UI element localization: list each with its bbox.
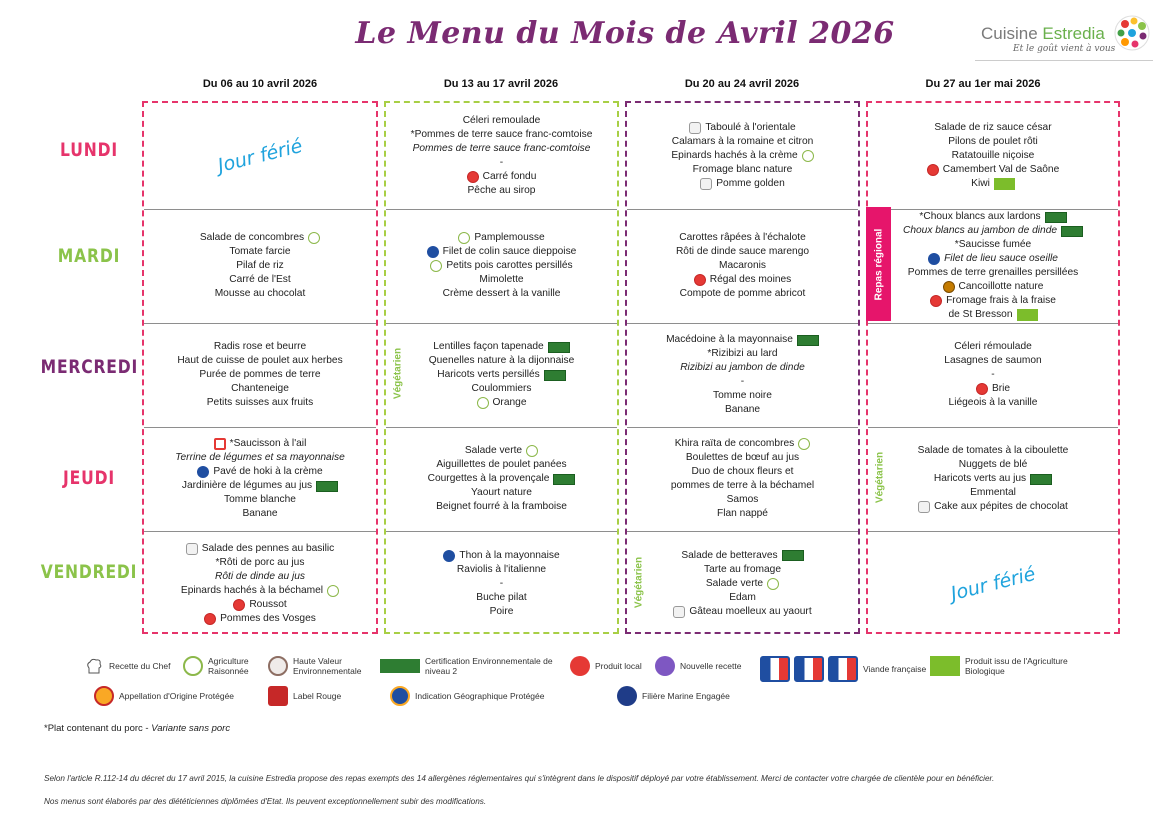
- pork-note: *Plat contenant du porc - Variante sans porc: [44, 723, 231, 734]
- menu-item: Pilaf de riz: [236, 260, 284, 271]
- menu-item: -: [740, 376, 745, 387]
- logo-brand: Cuisine Estredia: [981, 24, 1105, 43]
- menu-cell-w4-mercredi: [868, 323, 1118, 427]
- menu-item: Courgettes à la provençale: [428, 472, 576, 486]
- menu-item: Banane: [724, 404, 761, 415]
- menu-item: Fromage blanc nature: [692, 164, 793, 175]
- menu-item: Raviolis à l'italienne: [456, 563, 547, 575]
- day-label-mercredi: MERCREDI: [40, 356, 139, 378]
- legend-certification: Certification Environnementale de niveau 2: [380, 656, 560, 676]
- week-column-4: [866, 101, 1120, 634]
- menu-cell-w2-vendredi: [386, 531, 617, 636]
- menu-cell-w1-vendredi: [144, 531, 376, 636]
- hve-icon: [268, 656, 288, 676]
- allergen-notice: Selon l'article R.112-14 du décret du 17 avril 2015, la cuisine Estredia propose des repas exempts des 14 allergènes réglementaires qui s'intègrent dans le dispositif déployé par votre établissement. Merci de contacter votre chargée de clientèle pour en bénéficier.: [44, 774, 995, 783]
- certification-icon: [1030, 474, 1052, 485]
- menu-cell-w3-vendredi: [627, 531, 858, 636]
- menu-item: Choux blancs au jambon de dinde: [903, 224, 1083, 238]
- menu-item: Pomme golden: [700, 177, 785, 191]
- hve-icon: [308, 232, 320, 244]
- menu-cell-w1-mardi: [144, 209, 376, 323]
- menu-cell-w2-mercredi: [386, 323, 617, 427]
- menu-item: Carré fondu: [467, 170, 537, 184]
- menu-item: *Choux blancs aux lardons: [919, 210, 1066, 224]
- legend-hve: Haute Valeur Environnementale: [268, 656, 373, 676]
- menu-item: Pommes de terre grenailles persillées: [907, 267, 1079, 278]
- menu-item: Régal des moines: [694, 273, 792, 287]
- menu-item: Liégeois à la vanille: [948, 397, 1038, 408]
- menu-item: Pommes de terre sauce franc-comtoise: [412, 143, 591, 154]
- menu-item: Crème dessert à la vanille: [442, 288, 561, 299]
- week-column-2: [384, 101, 619, 634]
- menu-item: pommes de terre à la béchamel: [670, 480, 815, 491]
- menu-item: Poire: [489, 605, 514, 617]
- menu-item: Haricots verts persillés: [437, 368, 565, 382]
- menu-item: Salade de concombres: [200, 231, 320, 245]
- menu-cell-w1-jeudi: [144, 427, 376, 531]
- day-label-jeudi: JEUDI: [63, 467, 115, 489]
- holiday-vendredi-w4: [868, 531, 1118, 636]
- menu-item: Camembert Val de Saône: [927, 163, 1059, 177]
- menu-item: Calamars à la romaine et citron: [671, 136, 814, 147]
- menu-cell-w3-lundi: [627, 103, 858, 209]
- chef-icon: [689, 122, 701, 134]
- menu-cell-w1-mercredi: [144, 323, 376, 427]
- legend-igp: Indication Géographique Protégée: [390, 686, 544, 706]
- legend-local: Produit local: [570, 656, 642, 676]
- week-header-2: Du 13 au 17 avril 2026: [443, 78, 559, 90]
- hve-icon: [477, 397, 489, 409]
- organic-icon: [930, 656, 960, 676]
- menu-item: Salade de tomates à la ciboulette: [917, 445, 1069, 456]
- menu-item: Tomme blanche: [224, 494, 296, 505]
- menu-item: Orange: [477, 396, 527, 410]
- day-label-lundi: LUNDI: [60, 139, 118, 161]
- menu-item: Khira raïta de concombres: [675, 437, 810, 451]
- menu-cell-w2-lundi: [386, 103, 617, 209]
- menu-item: Ratatouille niçoise: [951, 150, 1035, 161]
- chef-icon: [673, 606, 685, 618]
- menu-item: Banane: [242, 508, 278, 519]
- hve-icon: [526, 445, 538, 457]
- day-label-vendredi: VENDREDI: [40, 561, 138, 583]
- menu-item: *Pommes de terre sauce franc-comtoise: [410, 129, 593, 140]
- menu-item: Cancoillotte nature: [943, 280, 1044, 294]
- igp-icon: [390, 686, 410, 706]
- agriculture-icon: [183, 656, 203, 676]
- menu-item: Epinards hachés à la béchamel: [181, 584, 339, 598]
- marine-icon: [197, 466, 209, 478]
- menu-item: Flan nappé: [717, 508, 768, 519]
- menu-item: Kiwi: [971, 177, 1015, 191]
- menu-cell-w4-lundi: [868, 103, 1118, 209]
- menu-item: *Saucisse fumée: [954, 239, 1032, 250]
- holiday-label: Jour férié: [215, 134, 305, 178]
- menu-item: Radis rose et beurre: [213, 341, 307, 352]
- local-product-icon: [930, 295, 942, 307]
- menu-item: Carottes râpées à l'échalote: [679, 232, 806, 243]
- menu-item: de St Bresson: [949, 308, 1038, 322]
- menu-item: Pommes des Vosges: [204, 612, 316, 626]
- menu-item: Mimolette: [479, 274, 524, 285]
- week-column-1: [142, 101, 378, 634]
- week-header-4: Du 27 au 1er mai 2026: [925, 78, 1041, 90]
- hve-icon: [767, 578, 779, 590]
- legend-organic: Produit issu de l'Agriculture Biologique: [930, 656, 1070, 676]
- marine-icon: [617, 686, 637, 706]
- menu-item: Tomate farcie: [229, 246, 291, 257]
- menu-item: Fromage frais à la fraise: [930, 294, 1056, 308]
- menu-item: Petits pois carottes persillés: [430, 259, 572, 273]
- menu-item: Pilons de poulet rôti: [948, 136, 1038, 147]
- local-product-icon: [570, 656, 590, 676]
- vegetarian-label-w4-jeudi: Végétarien: [874, 451, 886, 504]
- menu-item: Duo de choux fleurs et: [691, 466, 794, 477]
- organic-icon: [994, 178, 1015, 190]
- vegetarian-label-w2-mercredi: Végétarien: [392, 347, 404, 400]
- certification-icon: [1061, 226, 1083, 237]
- menu-item: Rôti de dinde sauce marengo: [675, 246, 810, 257]
- legend-marine: Filière Marine Engagée: [617, 686, 730, 706]
- chef-icon: [186, 543, 198, 555]
- marine-icon: [443, 550, 455, 562]
- aop-icon: [94, 686, 114, 706]
- menu-item: Boulettes de bœuf au jus: [685, 452, 800, 463]
- menu-item: Céleri rémoulade: [954, 341, 1032, 352]
- menu-cell-w2-mardi: [386, 209, 617, 323]
- menu-item: Purée de pommes de terre: [199, 369, 321, 380]
- hve-icon: [430, 260, 442, 272]
- menu-item: *Rôti de porc au jus: [215, 556, 305, 568]
- menu-item: Jardinière de légumes au jus: [182, 479, 338, 493]
- menu-item: Roussot: [233, 598, 286, 612]
- menu-item: -: [499, 577, 504, 589]
- menu-item: Rizibizi au jambon de dinde: [680, 362, 805, 373]
- menu-item: Compote de pomme abricot: [679, 288, 806, 299]
- certification-icon: [797, 335, 819, 346]
- menu-item: Petits suisses aux fruits: [206, 397, 314, 408]
- aop-icon: [943, 281, 955, 293]
- hve-icon: [798, 438, 810, 450]
- menu-item: Buche pilat: [476, 591, 527, 603]
- menu-item: Gâteau moelleux au yaourt: [673, 605, 811, 619]
- menu-item: Mousse au chocolat: [214, 288, 306, 299]
- menu-item: Thon à la mayonnaise: [443, 549, 559, 563]
- menu-item: Brie: [976, 382, 1010, 396]
- hve-icon: [802, 150, 814, 162]
- local-product-icon: [694, 274, 706, 286]
- legend-label-rouge: Label Rouge: [268, 686, 341, 706]
- menu-item: Lasagnes de saumon: [944, 355, 1042, 366]
- local-product-icon: [467, 171, 479, 183]
- logo-tagline: Et le goût vient à vous: [1013, 44, 1116, 54]
- week-column-3: [625, 101, 860, 634]
- menu-cell-w3-mardi: [627, 209, 858, 323]
- menu-item: Tomme noire: [713, 390, 772, 401]
- vegetarian-label-w3-vendredi: Végétarien: [633, 556, 645, 608]
- french-meat-icon: [760, 656, 858, 682]
- menu-item: Haut de cuisse de poulet aux herbes: [177, 355, 343, 366]
- menu-item: Macaronis: [719, 260, 766, 271]
- menu-item: Salade verte: [706, 577, 779, 591]
- certification-icon: [782, 550, 804, 561]
- menu-item: Epinards hachés à la crème: [671, 149, 813, 163]
- certification-icon: [548, 342, 570, 353]
- menu-item: Pamplemousse: [458, 231, 544, 245]
- label-rouge-icon: [268, 686, 288, 706]
- legend-new: Nouvelle recette: [655, 656, 741, 676]
- local-product-icon: [204, 613, 216, 625]
- menu-item: Emmental: [970, 487, 1016, 498]
- dietitian-notice: Nos menus sont élaborés par des diététiciennes diplômées d'Etat. Ils peuvent exceptionnellement subir des modifications.: [44, 797, 487, 806]
- menu-item: Filet de colin sauce dieppoise: [427, 245, 577, 259]
- certification-icon: [553, 474, 575, 485]
- local-product-icon: [233, 599, 245, 611]
- certification-icon: [380, 659, 420, 673]
- day-label-mardi: MARDI: [57, 245, 121, 267]
- menu-item: Nuggets de blé: [958, 459, 1028, 470]
- marine-icon: [928, 253, 940, 265]
- menu-item: Pêche au sirop: [467, 185, 536, 196]
- menu-item: Edam: [729, 591, 756, 603]
- menu-item: Tarte au fromage: [703, 563, 781, 575]
- menu-item: -: [499, 157, 504, 168]
- menu-cell-w2-jeudi: [386, 427, 617, 531]
- week-header-3: Du 20 au 24 avril 2026: [684, 78, 800, 90]
- legend-agriculture: Agriculture Raisonnée: [183, 656, 273, 676]
- legend-french-meat: Viande française: [760, 656, 926, 682]
- certification-icon: [1045, 212, 1067, 223]
- menu-item: Salade de betteraves: [681, 549, 803, 563]
- menu-cell-w3-mercredi: [627, 323, 858, 427]
- menu-item: Salade de riz sauce césar: [934, 122, 1052, 133]
- page-title: Le Menu du Mois de Avril 2026: [355, 16, 895, 51]
- legend-aop: Appellation d'Origine Protégée: [94, 686, 234, 706]
- local-product-icon: [976, 383, 988, 395]
- menu-item: Carré de l'Est: [229, 274, 291, 285]
- menu-item: -: [991, 369, 995, 380]
- menu-cell-w4-jeudi: [868, 427, 1118, 531]
- menu-item: Quenelles nature à la dijonnaise: [428, 355, 575, 366]
- menu-item: Haricots verts au jus: [934, 472, 1052, 486]
- hve-icon: [327, 585, 339, 597]
- menu-item: Cake aux pépites de chocolat: [918, 500, 1068, 514]
- menu-item: Rôti de dinde au jus: [214, 570, 306, 582]
- menu-item: Céleri remoulade: [462, 115, 541, 126]
- menu-item: *Saucisson à l'ail: [214, 437, 307, 451]
- logo-rule: [975, 60, 1153, 61]
- chef-icon: [84, 656, 104, 676]
- menu-item: Salade des pennes au basilic: [186, 542, 335, 556]
- menu-item: Pavé de hoki à la crème: [197, 465, 322, 479]
- menu-item: Taboulé à l'orientale: [689, 121, 795, 135]
- estredia-logo: [975, 14, 1155, 64]
- menu-item: Lentilles façon tapenade: [433, 340, 569, 354]
- menu-cell-w4-mardi: [868, 209, 1118, 323]
- legend-chef: Recette du Chef: [84, 656, 170, 676]
- local-product-icon: [927, 164, 939, 176]
- holiday-lundi-w1: [144, 103, 376, 209]
- menu-item: *Rizibizi au lard: [707, 348, 778, 359]
- chef-icon: [918, 501, 930, 513]
- french-meat-icon: [214, 438, 226, 450]
- menu-cell-w3-jeudi: [627, 427, 858, 531]
- menu-item: Beignet fourré à la framboise: [436, 501, 567, 512]
- logo-mosaic-icon: [1113, 14, 1151, 52]
- menu-item: Filet de lieu sauce oseille: [928, 252, 1058, 266]
- menu-item: Samos: [726, 494, 759, 505]
- certification-icon: [316, 481, 338, 492]
- menu-item: Macédoine à la mayonnaise: [666, 333, 819, 347]
- new-recipe-icon: [655, 656, 675, 676]
- certification-icon: [544, 370, 566, 381]
- menu-item: Salade verte: [465, 444, 538, 458]
- menu-item: Terrine de légumes et sa mayonnaise: [175, 452, 345, 463]
- marine-icon: [427, 246, 439, 258]
- chef-icon: [700, 178, 712, 190]
- menu-item: Chanteneige: [231, 383, 289, 394]
- menu-item: Aiguillettes de poulet panées: [436, 459, 567, 470]
- menu-item: Coulommiers: [471, 383, 532, 394]
- organic-icon: [1017, 309, 1038, 321]
- regional-meal-banner: Repas régional: [866, 207, 891, 321]
- menu-item: Yaourt nature: [471, 487, 532, 498]
- hve-icon: [458, 232, 470, 244]
- week-header-1: Du 06 au 10 avril 2026: [202, 78, 318, 90]
- holiday-label: Jour férié: [948, 562, 1038, 605]
